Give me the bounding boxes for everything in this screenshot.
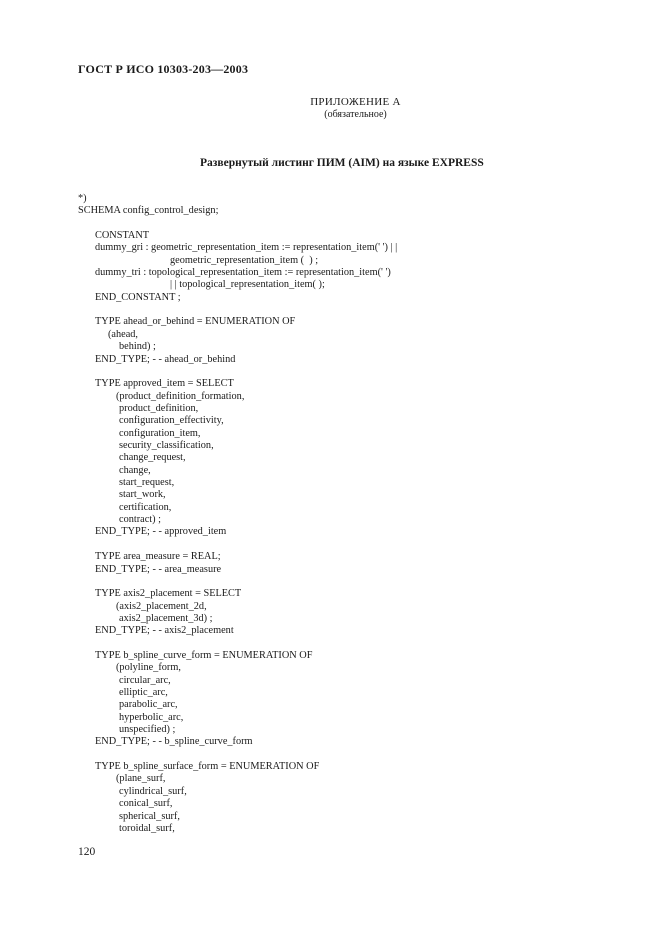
appendix-subtitle: (обязательное) — [324, 109, 387, 120]
code-line: configuration_item, — [119, 428, 201, 439]
code-line: dummy_gri : geometric_representation_item := representation_item(' ') | | — [95, 242, 398, 253]
code-line: SCHEMA config_control_design; — [78, 205, 219, 216]
code-line: cylindrical_surf, — [119, 786, 187, 797]
listing-title: Развернутый листинг ПИМ (AIM) на языке EXPRESS — [200, 157, 484, 169]
code-line: TYPE approved_item = SELECT — [95, 378, 234, 389]
code-line: certification, — [119, 502, 172, 513]
code-line: | | topological_representation_item( ); — [170, 279, 325, 290]
code-line: configuration_effectivity, — [119, 415, 224, 426]
code-line: change_request, — [119, 452, 186, 463]
code-line: behind) ; — [119, 341, 156, 352]
code-line: parabolic_arc, — [119, 699, 178, 710]
code-line: TYPE b_spline_surface_form = ENUMERATION OF — [95, 761, 320, 772]
code-line: (product_definition_formation, — [116, 391, 245, 402]
code-line: TYPE b_spline_curve_form = ENUMERATION OF — [95, 650, 313, 661]
code-line: END_TYPE; - - ahead_or_behind — [95, 354, 236, 365]
code-line: contract) ; — [119, 514, 162, 525]
code-line: spherical_surf, — [119, 811, 180, 822]
code-line: dummy_tri : topological_representation_item := representation_item(' ') — [95, 267, 391, 278]
appendix-heading — [0, 96, 661, 120]
code-line: (axis2_placement_2d, — [116, 601, 207, 612]
code-line: security_classification, — [119, 440, 214, 451]
code-line: circular_arc, — [119, 675, 171, 686]
code-line: END_TYPE; - - approved_item — [95, 526, 227, 537]
code-line: toroidal_surf, — [119, 823, 175, 834]
code-line: (polyline_form, — [116, 662, 181, 673]
code-line: unspecified) ; — [119, 724, 176, 735]
code-line: start_work, — [119, 489, 166, 500]
code-line: product_definition, — [119, 403, 199, 414]
code-line: elliptic_arc, — [119, 687, 168, 698]
code-line: (ahead, — [108, 329, 139, 340]
code-line: TYPE ahead_or_behind = ENUMERATION OF — [95, 316, 296, 327]
code-line: axis2_placement_3d) ; — [119, 613, 213, 624]
code-line: TYPE axis2_placement = SELECT — [95, 588, 242, 599]
code-line: END_CONSTANT ; — [95, 292, 181, 303]
code-line: TYPE area_measure = REAL; — [95, 551, 221, 562]
appendix-title: ПРИЛОЖЕНИЕ А — [310, 96, 401, 108]
page-number: 120 — [78, 846, 96, 858]
code-line: END_TYPE; - - area_measure — [95, 564, 222, 575]
code-line: CONSTANT — [95, 230, 150, 241]
code-line: (plane_surf, — [116, 773, 166, 784]
code-line: geometric_representation_item ( ) ; — [170, 255, 319, 266]
code-line: hyperbolic_arc, — [119, 712, 184, 723]
code-line: END_TYPE; - - b_spline_curve_form — [95, 736, 253, 747]
code-line: change, — [119, 465, 151, 476]
code-line: END_TYPE; - - axis2_placement — [95, 625, 234, 636]
code-line: conical_surf, — [119, 798, 173, 809]
code-line: start_request, — [119, 477, 175, 488]
code-line: *) — [78, 193, 87, 204]
document-header: ГОСТ Р ИСО 10303-203—2003 — [78, 62, 249, 76]
